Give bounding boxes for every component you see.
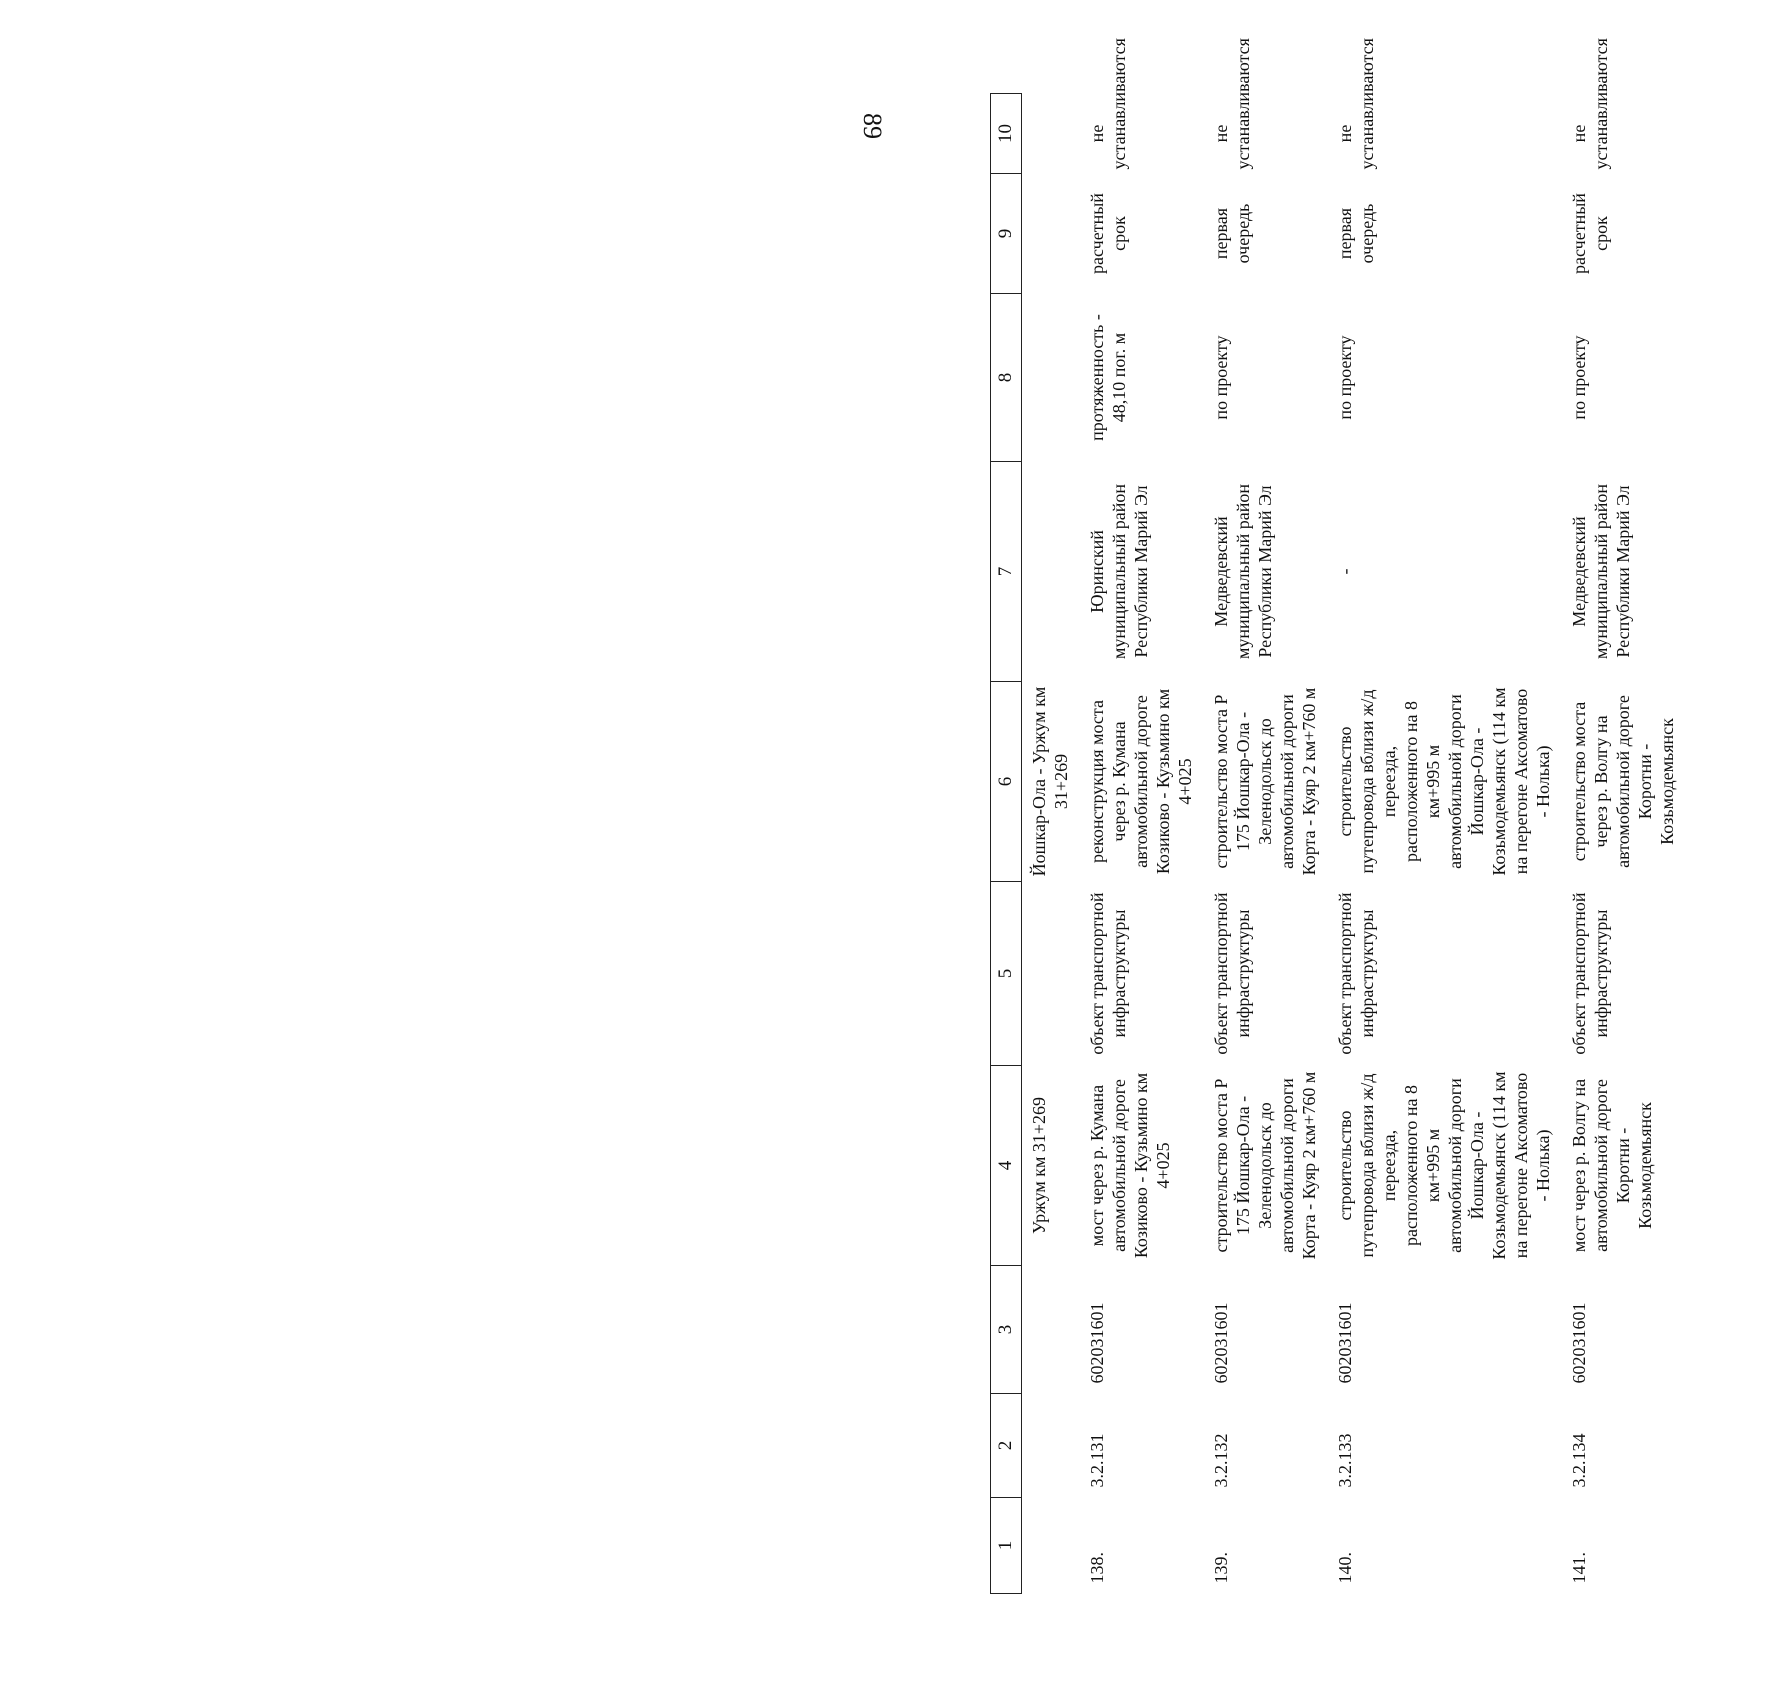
row-characteristics: протяженность - 48,10 пог. м bbox=[1087, 314, 1129, 441]
row-number: 138. bbox=[1087, 1552, 1107, 1584]
row-object-type: объект транспортной инфраструктуры bbox=[1087, 892, 1129, 1055]
row-object-purpose: строительство моста Р 175 Йошкар-Ола - Зеленодольск до автомобильной дороги Корта - Куяр 2 км+760 м bbox=[1211, 687, 1319, 876]
row-oktmo: 602031601 bbox=[1087, 1302, 1107, 1384]
row-oktmo: 602031601 bbox=[1211, 1302, 1231, 1384]
row-object-name: мост через р. Кумана автомобильной дороге Козиково - Кузьмино км 4+025 bbox=[1087, 1072, 1173, 1259]
page-number: 89 bbox=[858, 113, 887, 139]
column-number: 7 bbox=[991, 462, 1022, 682]
row-code: 3.2.132 bbox=[1211, 1433, 1231, 1488]
row-code: 3.2.134 bbox=[1569, 1433, 1589, 1488]
row-zones: не устанавливаются bbox=[1569, 38, 1611, 170]
row-term: расчетный срок bbox=[1569, 193, 1611, 274]
row-object-purpose: реконструкция моста через р. Кумана автомобильной дороге Козиково - Кузьмино км 4+025 bbox=[1087, 688, 1195, 875]
row-term: первая очередь bbox=[1335, 203, 1377, 264]
continuation-text-col4: Уржум км 31+269 bbox=[1029, 1096, 1049, 1235]
rotated-page-content bbox=[990, 38, 1780, 1594]
row-oktmo: 602031601 bbox=[1335, 1302, 1355, 1384]
column-number: 2 bbox=[991, 1394, 1022, 1498]
continuation-row bbox=[1022, 94, 1081, 1594]
row-zones: не устанавливаются bbox=[1211, 38, 1253, 170]
continuation-text-col6: Йошкар-Ола - Уржум км 31+269 bbox=[1029, 686, 1071, 877]
row-zones: не устанавливаются bbox=[1335, 38, 1377, 170]
table-row bbox=[1328, 94, 1562, 1594]
column-number: 3 bbox=[991, 1266, 1022, 1394]
column-number: 9 bbox=[991, 174, 1022, 294]
row-object-name: строительство моста Р 175 Йошкар-Ола - Зеленодольск до автомобильной дороги Корта - Куяр 2 км+760 м bbox=[1211, 1071, 1319, 1260]
column-number: 6 bbox=[991, 682, 1022, 882]
row-code: 3.2.133 bbox=[1335, 1433, 1355, 1488]
column-number: 10 bbox=[991, 94, 1022, 174]
column-number: 8 bbox=[991, 294, 1022, 462]
column-number-header bbox=[991, 94, 1022, 1594]
row-number: 140. bbox=[1335, 1552, 1355, 1584]
row-characteristics: по проекту bbox=[1335, 335, 1355, 420]
row-oktmo: 602031601 bbox=[1569, 1302, 1589, 1384]
row-term: первая очередь bbox=[1211, 203, 1253, 264]
column-number: 5 bbox=[991, 882, 1022, 1066]
table-row bbox=[1080, 94, 1204, 1594]
column-number: 1 bbox=[991, 1498, 1022, 1594]
row-characteristics: по проекту bbox=[1211, 335, 1231, 420]
row-object-type: объект транспортной инфраструктуры bbox=[1211, 892, 1253, 1055]
row-object-name: мост через р. Волгу на автомобильной дороге Коротни - Козьмодемьянск bbox=[1569, 1078, 1655, 1253]
row-object-purpose: строительство моста через р. Волгу на автомобильной дороге Коротни - Козьмодемьянск bbox=[1569, 695, 1677, 868]
row-object-purpose: строительство путепровода вблизи ж/д переезда, расположенного на 8 км+995 м автомобильной дороги Йошкар-Ола - Козьмодемьянск (114 км на перегоне Аксоматово - Нолька) bbox=[1335, 687, 1553, 876]
row-term: расчетный срок bbox=[1087, 193, 1129, 274]
row-location: Медведевский муниципальный район Республики Марий Эл bbox=[1569, 484, 1633, 660]
table-row bbox=[1204, 94, 1328, 1594]
row-location: Медведевский муниципальный район Республики Марий Эл bbox=[1211, 484, 1275, 660]
row-number: 141. bbox=[1569, 1552, 1589, 1584]
row-number: 139. bbox=[1211, 1552, 1231, 1584]
row-location: Юринский муниципальный район Республики Марий Эл bbox=[1087, 484, 1151, 660]
row-location: - bbox=[1335, 568, 1355, 575]
row-zones: не устанавливаются bbox=[1087, 38, 1129, 170]
column-number: 4 bbox=[991, 1066, 1022, 1266]
row-characteristics: по проекту bbox=[1569, 335, 1589, 420]
table-row bbox=[1562, 94, 1686, 1594]
row-object-type: объект транспортной инфраструктуры bbox=[1335, 892, 1377, 1055]
planned-objects-table bbox=[990, 38, 1686, 1594]
row-code: 3.2.131 bbox=[1087, 1433, 1107, 1488]
row-object-name: строительство путепровода вблизи ж/д переезда, расположенного на 8 км+995 м автомобильной дороги Йошкар-Ола - Козьмодемьянск (114 км на перегоне Аксоматово - Нолька) bbox=[1335, 1071, 1553, 1260]
row-object-type: объект транспортной инфраструктуры bbox=[1569, 892, 1611, 1055]
